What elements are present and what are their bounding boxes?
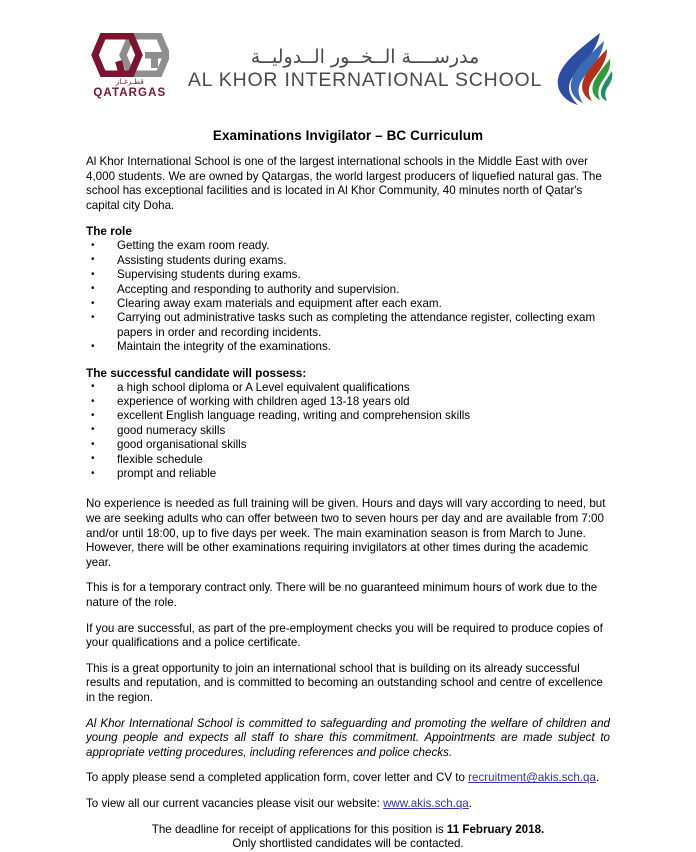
apply-instruction-text: To apply please send a completed application form, cover letter and CV to [86, 771, 469, 785]
shortlist-note: Only shortlisted candidates will be contacted. [232, 837, 464, 851]
school-name-arabic: مدرســــة الــخــور الــدوليــة [250, 46, 480, 68]
list-item: • experience of working with children aged 13-18 years old [86, 395, 610, 409]
header-logos-row [82, 31, 614, 109]
list-item: • Getting the exam room ready. [86, 239, 610, 253]
experience-paragraph: No experience is needed as full training will be given. Hours and days will vary according to need, but we are seeking adults who can offer between two to seven hours per day and are available from 7:00 and/or until 18:00, up to five days per week. The main examination season is from March to June. However, there will be other examinations requiring invigilators at other times during the academic year. [86, 497, 606, 569]
document-body [0, 128, 696, 852]
school-name-block [188, 45, 542, 95]
recruitment-email-link[interactable]: recruitment@akis.sch.qa [468, 771, 596, 785]
list-item: • prompt and reliable [86, 467, 610, 481]
job-title: Examinations Invigilator – BC Curriculum [212, 128, 484, 143]
vacancies-instruction-text: To view all our current vacancies please visit our website: [86, 796, 384, 810]
list-item: • Supervising students during exams. [86, 268, 610, 282]
list-item: • Accepting and responding to authority and supervision. [86, 283, 610, 297]
candidate-requirements-list [86, 381, 610, 482]
deadline-line [86, 823, 610, 838]
opportunity-paragraph: This is a great opportunity to join an international school that is building on its already successful results and reputation, and is committed to becoming an outstanding school and centre of excellence in the region. [86, 661, 603, 704]
school-name-english: AL KHOR INTERNATIONAL SCHOOL [187, 69, 543, 91]
document-header [0, 0, 696, 118]
apply-paragraph [86, 771, 610, 786]
list-item: • Carrying out administrative tasks such as completing the attendance register, collecting exam papers in order and recording incidents. [86, 311, 610, 340]
list-item: • excellent English language reading, writing and comprehension skills [86, 409, 610, 423]
school-website-link[interactable]: www.akis.sch.qa [383, 796, 469, 810]
contract-paragraph: This is for a temporary contract only. There will be no guaranteed minimum hours of work due to the nature of the role. [86, 581, 598, 610]
list-item: • good numeracy skills [86, 424, 610, 438]
pre-employment-checks-paragraph: If you are successful, as part of the pre-employment checks you will be required to produce copies of your qualifications and a police certificate. [86, 621, 603, 650]
list-item: • flexible schedule [86, 453, 610, 467]
candidate-requirements-heading: The successful candidate will possess: [86, 365, 307, 380]
apply-period: . [595, 771, 600, 785]
list-item: • a high school diploma or A Level equivalent qualifications [86, 381, 610, 395]
list-item: • Assisting students during exams. [86, 254, 610, 268]
deadline-block [86, 823, 610, 852]
akis-flame-logo-icon [552, 31, 614, 109]
list-item: • good organisational skills [86, 438, 610, 452]
list-item: • Maintain the integrity of the examinations. [86, 340, 610, 354]
qatargas-arabic-label: قطـرغـاز [115, 77, 144, 86]
deadline-date: 11 February 2018. [446, 822, 545, 836]
the-role-list [86, 239, 610, 354]
qatargas-qg-monogram-icon [91, 33, 169, 77]
qatargas-logo [82, 33, 178, 107]
intro-paragraph: Al Khor International School is one of the largest international schools in the Middle East with over 4,000 students. We are owned by Qatargas, the world largest producers of liquefied natural gas. The school has exceptional facilities and is located in Al Khor Community, 40 minutes north of Qatar's capital city Doha. [86, 155, 602, 212]
the-role-heading: The role [86, 224, 132, 239]
vacancies-period: . [468, 796, 472, 810]
list-item: • Clearing away exam materials and equipment after each exam. [86, 297, 610, 311]
deadline-text: The deadline for receipt of applications for this position is [151, 822, 447, 836]
qatargas-wordmark: QATARGAS [93, 87, 167, 99]
vacancies-paragraph [86, 797, 610, 812]
safeguarding-paragraph: Al Khor International School is committed to safeguarding and promoting the welfare of children and young people and expects all staff to share this commitment. Appointments are made subject to appropriate vetting procedures, including references and police checks. [86, 716, 610, 759]
